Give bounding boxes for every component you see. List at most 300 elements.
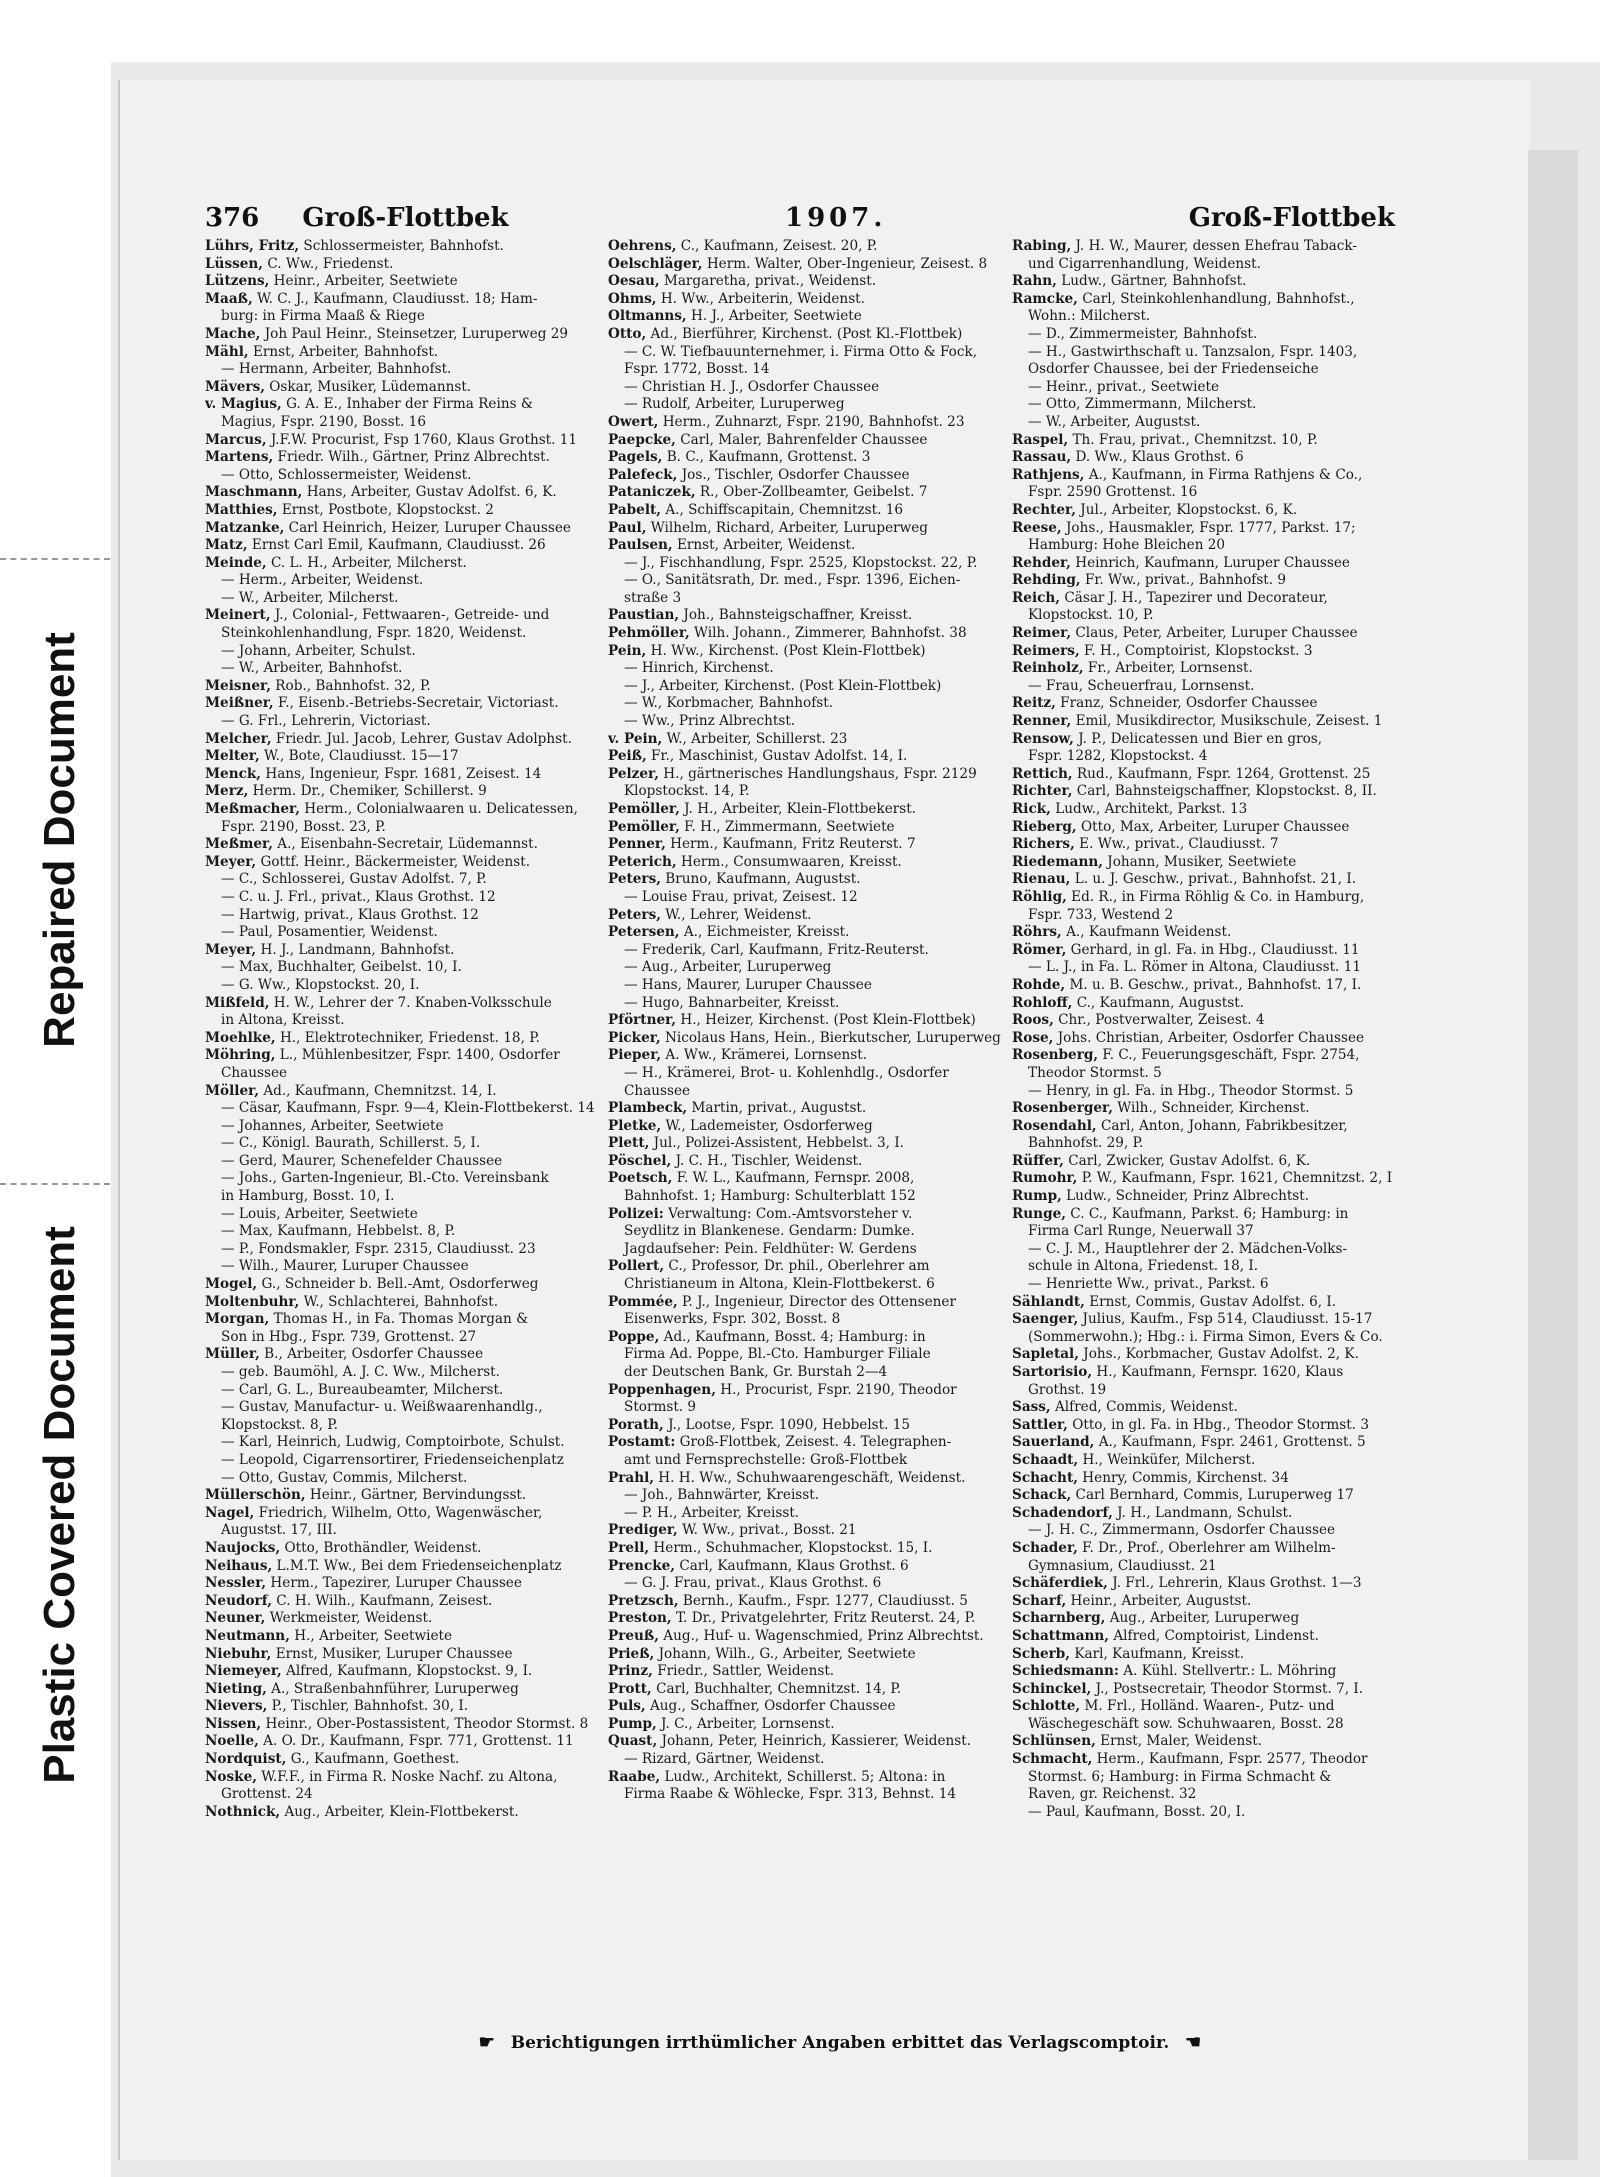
entry-details: — D., Zimmermeister, Bahnhofst. [1028, 325, 1258, 342]
directory-entry [1012, 520, 1397, 538]
entry-details: — Johann, Arbeiter, Schulst. [221, 642, 416, 659]
entry-details: — Gerd, Maurer, Schenefelder Chaussee [221, 1152, 503, 1169]
entry-surname: Petersen, [608, 924, 680, 941]
directory-entry [205, 748, 600, 766]
entry-details: Bernh., Kaufm., Fspr. 1277, Claudiusst. 5 [678, 1592, 968, 1609]
entry-details: burg: in Firma Maaß & Riege [221, 308, 425, 325]
entry-surname: Peterich, [608, 853, 677, 870]
entry-details: — W., Arbeiter, Milcherst. [221, 589, 399, 606]
entry-surname: Prell, [608, 1539, 650, 1556]
entry-surname: v. Pein, [608, 730, 663, 747]
directory-entry [205, 678, 600, 696]
directory-entry [1012, 995, 1397, 1013]
directory-entry [608, 256, 1003, 274]
directory-entry [205, 625, 600, 643]
directory-entry [1012, 1188, 1397, 1206]
entry-details: — Max, Kaufmann, Hebbelst. 8, P. [221, 1223, 456, 1240]
entry-details: Fspr. 1772, Bosst. 14 [624, 361, 770, 378]
directory-entry [1012, 678, 1397, 696]
directory-entry [608, 1558, 1003, 1576]
directory-entry [205, 1769, 600, 1787]
directory-entry [608, 1030, 1003, 1048]
directory-entry [205, 1487, 600, 1505]
directory-entry [205, 449, 600, 467]
entry-surname: Nothnick, [205, 1803, 281, 1820]
entry-details: — Karl, Heinrich, Ludwig, Comptoirbote, Schulst. [221, 1434, 565, 1451]
directory-entry [1012, 1118, 1397, 1136]
directory-entry [1012, 1258, 1397, 1276]
directory-entry [608, 643, 1003, 661]
entry-details: Ernst, Maler, Weidenst. [1095, 1733, 1262, 1750]
directory-entry [1012, 924, 1397, 942]
header-left-title: Groß-Flottbek [302, 203, 509, 233]
entry-details: Johs., Korbmacher, Gustav Adolfst. 2, K. [1078, 1346, 1359, 1363]
entry-details: Joh Paul Heinr., Steinsetzer, Luruperweg 29 [260, 325, 569, 342]
directory-entry [608, 484, 1003, 502]
directory-entry [1012, 1206, 1397, 1224]
directory-entry [1012, 1030, 1397, 1048]
entry-details: J., Colonial-, Fettwaaren-, Getreide- und [270, 607, 550, 624]
directory-entry [1012, 625, 1397, 643]
entry-surname: Pförtner, [608, 1012, 677, 1029]
entry-details: Schlossermeister, Bahnhofst. [299, 238, 504, 254]
directory-entry [1012, 1593, 1397, 1611]
directory-entry [205, 1294, 600, 1312]
entry-surname: Peiß, [608, 748, 647, 765]
directory-entry [608, 959, 1003, 977]
entry-surname: Schaadt, [1012, 1451, 1079, 1468]
entry-details: W.F.F., in Firma R. Noske Nachf. zu Altona, [256, 1768, 558, 1785]
directory-entry [205, 555, 600, 573]
entry-details: — Heinr., privat., Seetwiete [1028, 378, 1220, 395]
header-left [205, 203, 509, 233]
entry-surname: Pemöller, [608, 801, 680, 817]
pointing-hand-icon-right: ☛ [1185, 2032, 1202, 2053]
entry-surname: Nordquist, [205, 1751, 287, 1768]
entry-details: M. Frl., Holländ. Waaren-, Putz- und [1080, 1698, 1335, 1715]
entry-details: Stormst. 9 [624, 1399, 697, 1416]
directory-entry [205, 502, 600, 520]
entry-details: in Altona, Kreisst. [221, 1012, 345, 1029]
entry-surname: Pagels, [608, 449, 663, 466]
directory-entry [608, 326, 1003, 344]
entry-details: Hans, Ingenieur, Fspr. 1681, Zeisest. 14 [261, 765, 542, 782]
entry-details: H., Heizer, Kirchenst. (Post Klein-Flottbek) [676, 1012, 976, 1029]
entry-surname: Pump, [608, 1715, 657, 1732]
directory-entry [1012, 766, 1397, 784]
directory-entry [608, 1505, 1003, 1523]
entry-details: — J., Arbeiter, Kirchenst. (Post Klein-Flottbek) [624, 677, 942, 694]
entry-details: Ernst, Commis, Gustav Adolfst. 6, I. [1084, 1293, 1337, 1310]
directory-entry [608, 449, 1003, 467]
entry-details: — O., Sanitätsrath, Dr. med., Fspr. 1396, Eichen- [624, 572, 961, 589]
entry-details: — Gustav, Manufactur- u. Weißwaarenhandlg., [221, 1399, 543, 1416]
entry-details: Theodor Stormst. 5 [1028, 1064, 1162, 1081]
entry-surname: Renner, [1012, 713, 1072, 730]
entry-details: J.F.W. Procurist, Fsp 1760, Klaus Grothst. 11 [266, 431, 578, 448]
entry-details: Groß-Flottbek, Zeisest. 4. Telegraphen- [675, 1434, 952, 1451]
entry-details: — Herm., Arbeiter, Weidenst. [221, 572, 424, 589]
entry-surname: Martens, [205, 449, 274, 466]
entry-surname: Schäferdiek, [1012, 1575, 1108, 1592]
directory-entry [205, 766, 600, 784]
directory-entry [1012, 942, 1397, 960]
entry-details: J. Frl., Lehrerin, Klaus Grothst. 1—3 [1107, 1575, 1362, 1592]
entry-details: Herm. Dr., Chemiker, Schillerst. 9 [248, 783, 487, 800]
entry-surname: Rienau, [1012, 871, 1071, 888]
entry-details: A., Kaufmann, Fspr. 2461, Grottenst. 5 [1094, 1434, 1366, 1451]
directory-entry [205, 396, 600, 414]
directory-entry [608, 1663, 1003, 1681]
directory-entry [205, 1083, 600, 1101]
directory-entry [205, 467, 600, 485]
entry-details: F. Dr., Prof., Oberlehrer am Wilhelm- [1077, 1539, 1336, 1556]
entry-details: — G. J. Frau, privat., Klaus Grothst. 6 [624, 1575, 882, 1592]
directory-entry [1012, 1311, 1397, 1329]
directory-entry [205, 1663, 600, 1681]
entry-details: L., Mühlenbesitzer, Fspr. 1400, Osdorfer [275, 1047, 560, 1064]
entry-details: A., Eichmeister, Kreisst. [679, 924, 850, 941]
entry-surname: Noske, [205, 1768, 257, 1785]
entry-surname: Saenger, [1012, 1311, 1079, 1328]
entry-surname: Rettich, [1012, 765, 1073, 782]
entry-details: Wilhelm, Richard, Arbeiter, Luruperweg [646, 519, 929, 536]
entry-surname: Sählandt, [1012, 1293, 1085, 1310]
entry-details: — Otto, Schlossermeister, Weidenst. [221, 466, 472, 483]
entry-details: H. J., Landmann, Bahnhofst. [256, 941, 455, 958]
entry-surname: Peters, [608, 871, 661, 888]
entry-surname: Picker, [608, 1029, 661, 1046]
directory-entry [1012, 1135, 1397, 1153]
entry-surname: Schlünsen, [1012, 1733, 1096, 1750]
entry-details: W. Ww., privat., Bosst. 21 [677, 1522, 857, 1539]
entry-surname: Palefeck, [608, 466, 678, 483]
entry-details: — Henriette Ww., privat., Parkst. 6 [1028, 1276, 1269, 1293]
directory-entry [608, 1786, 1003, 1804]
directory-entry [205, 1681, 600, 1699]
entry-details: Heinrich, Kaufmann, Luruper Chaussee [1070, 554, 1350, 571]
entry-details: Carl, Bahnsteigschaffner, Klopstockst. 8, II. [1072, 783, 1377, 800]
directory-entry [608, 1452, 1003, 1470]
entry-details: amt und Fernsprechstelle: Groß-Flottbek [624, 1451, 908, 1468]
entry-details: Jos., Tischler, Osdorfer Chaussee [677, 466, 910, 483]
entry-surname: Meßmacher, [205, 801, 300, 817]
entry-surname: Römer, [1012, 941, 1067, 958]
entry-surname: Rose, [1012, 1029, 1054, 1046]
directory-entry [608, 344, 1003, 362]
entry-surname: Mißfeld, [205, 994, 270, 1011]
directory-entry [1012, 660, 1397, 678]
entry-details: Aug., Schaffner, Osdorfer Chaussee [645, 1698, 896, 1715]
directory-entry [1012, 273, 1397, 291]
entry-surname: Möller, [205, 1082, 259, 1099]
entry-details: C. Ww., Friedenst. [263, 255, 394, 272]
entry-details: J. C., Arbeiter, Lornsenst. [656, 1715, 835, 1732]
directory-entry [1012, 1628, 1397, 1646]
directory-entry [1012, 959, 1397, 977]
directory-entry [608, 1769, 1003, 1787]
entry-surname: Schadendorf, [1012, 1504, 1113, 1521]
directory-entry [1012, 1047, 1397, 1065]
entry-details: Jul., Arbeiter, Klopstockst. 6, K. [1075, 501, 1298, 518]
entry-surname: Rehding, [1012, 572, 1081, 589]
directory-entry [205, 1065, 600, 1083]
entry-details: Fspr. 2590 Grottenst. 16 [1028, 484, 1198, 501]
entry-surname: Moehlke, [205, 1029, 276, 1046]
entry-surname: Preuß, [608, 1627, 659, 1644]
entry-details: und Cigarrenhandlung, Weidenst. [1028, 255, 1261, 272]
entry-details: A. Ww., Krämerei, Lornsenst. [661, 1047, 868, 1064]
directory-entry [205, 273, 600, 291]
entry-surname: Meyer, [205, 941, 257, 958]
entry-details: Karl, Kaufmann, Kreisst. [1070, 1645, 1245, 1662]
directory-entry [608, 414, 1003, 432]
directory-entry [205, 1382, 600, 1400]
directory-entry [608, 379, 1003, 397]
entry-surname: Ramcke, [1012, 290, 1078, 307]
entry-surname: Niemeyer, [205, 1663, 282, 1680]
entry-details: F. H., Zimmermann, Seetwiete [679, 818, 895, 835]
entry-details: Heinr., Arbeiter, Augustst. [1066, 1592, 1252, 1609]
directory-entry [608, 1522, 1003, 1540]
entry-details: Klopstockst. 14, P. [624, 783, 750, 800]
directory-entry [608, 731, 1003, 749]
directory-entry [608, 361, 1003, 379]
entry-details: Jagdaufseher: Pein. Feldhüter: W. Gerdens [624, 1240, 917, 1257]
directory-entry [1012, 1153, 1397, 1171]
entry-details: C. C., Kaufmann, Parkst. 6; Hamburg: in [1065, 1205, 1349, 1222]
directory-entry [1012, 1452, 1397, 1470]
entry-details: Friedr., Sattler, Weidenst. [652, 1663, 835, 1680]
entry-surname: Scharf, [1012, 1592, 1067, 1609]
entry-details: G., Schneider b. Bell.-Amt, Osdorferweg [257, 1276, 539, 1293]
directory-entry [1012, 1681, 1397, 1699]
entry-surname: Pabelt, [608, 501, 661, 518]
entry-surname: Richers, [1012, 836, 1075, 853]
entry-details: A., Schiffscapitain, Chemnitzst. 16 [661, 501, 904, 518]
entry-details: H., Elektrotechniker, Friedenst. 18, P. [275, 1029, 540, 1046]
entry-details: Alfred, Comptoirist, Lindenst. [1109, 1627, 1319, 1644]
entry-surname: Meßmer, [205, 836, 273, 853]
directory-entry [1012, 572, 1397, 590]
entry-details: Firma Carl Runge, Neuerwall 37 [1028, 1223, 1254, 1240]
entry-surname: Rassau, [1012, 449, 1072, 466]
entry-details: Jul., Polizei-Assistent, Hebbelst. 3, I. [649, 1135, 905, 1152]
directory-entry [205, 1804, 600, 1822]
directory-entry [1012, 449, 1397, 467]
entry-details: Stormst. 6; Hamburg: in Firma Schmacht & [1028, 1768, 1332, 1785]
entry-details: F. C., Feuerungsgeschäft, Fspr. 2754, [1098, 1047, 1360, 1064]
entry-details: Johs., Hausmakler, Fspr. 1777, Parkst. 17; [1061, 519, 1356, 536]
entry-details: H. J., Arbeiter, Seetwiete [686, 308, 862, 325]
entry-details: D. Ww., Klaus Grothst. 6 [1071, 449, 1244, 466]
entry-details: — C., Königl. Baurath, Schillerst. 5, I. [221, 1135, 481, 1152]
entry-details: (Sommerwohn.); Hbg.: i. Firma Simon, Evers & Co. [1028, 1328, 1383, 1345]
entry-surname: Oelschläger, [608, 255, 703, 272]
entry-details: Otto, in gl. Fa. in Hbg., Theodor Stormst. 3 [1067, 1416, 1369, 1433]
directory-entry [205, 1118, 600, 1136]
entry-details: P., Tischler, Bahnhofst. 30, I. [267, 1698, 469, 1715]
entry-surname: Neihaus, [205, 1557, 273, 1574]
entry-surname: Reitz, [1012, 695, 1056, 712]
entry-surname: Rechter, [1012, 501, 1076, 518]
entry-details: Alfred, Commis, Weidenst. [1050, 1399, 1238, 1416]
repaired-document-label [0, 560, 120, 1120]
entry-details: Johann, Wilh., G., Arbeiter, Seetwiete [654, 1645, 916, 1662]
entry-details: — Carl, G. L., Bureaubeamter, Milcherst. [221, 1381, 504, 1398]
entry-details: Raven, gr. Reichenst. 32 [1028, 1786, 1197, 1803]
entry-details: T. Dr., Privatgelehrter, Fritz Reuterst. 24, P. [671, 1610, 976, 1627]
entry-surname: Mähl, [205, 343, 249, 360]
footer-notice: Berichtigungen irrthümlicher Angaben erbittet das Verlagscomptoir. [510, 2033, 1170, 2053]
directory-entry [205, 607, 600, 625]
entry-details: J. C. H., Tischler, Weidenst. [671, 1152, 863, 1169]
entry-details: Augustst. 17, III. [221, 1522, 337, 1539]
entry-details: Christianeum in Altona, Klein-Flottbekerst. 6 [624, 1276, 935, 1293]
directory-entry [608, 607, 1003, 625]
directory-entry [205, 942, 600, 960]
directory-entry [205, 907, 600, 925]
directory-entry [205, 1558, 600, 1576]
directory-entry [608, 1135, 1003, 1153]
entry-surname: Prahl, [608, 1469, 654, 1486]
entry-details: — P. H., Arbeiter, Kreisst. [624, 1504, 800, 1521]
directory-entry [205, 1628, 600, 1646]
entry-surname: Pemöller, [608, 818, 680, 835]
directory-entry [608, 291, 1003, 309]
entry-details: — Johs., Garten-Ingenieur, Bl.-Cto. Vereinsbank [221, 1170, 549, 1187]
directory-entry [205, 1470, 600, 1488]
directory-entry [1012, 889, 1397, 907]
entry-surname: Nievers, [205, 1698, 268, 1715]
directory-entry [205, 1153, 600, 1171]
entry-surname: Rabing, [1012, 238, 1072, 254]
entry-surname: Peters, [608, 906, 661, 923]
entry-surname: Matthies, [205, 501, 278, 518]
directory-entry [608, 572, 1003, 590]
entry-surname: Meinert, [205, 607, 271, 624]
entry-details: A., Straßenbahnführer, Luruperweg [266, 1680, 519, 1697]
entry-details: Herm., Consumwaaren, Kreisst. [676, 853, 902, 870]
directory-entry [205, 1170, 600, 1188]
entry-details: Herm., Schuhmacher, Klopstockst. 15, I. [649, 1539, 933, 1556]
directory-entry [608, 1716, 1003, 1734]
directory-entry [608, 1698, 1003, 1716]
directory-entry [205, 1206, 600, 1224]
plastic-covered-document-text: Plastic Covered Document [35, 1226, 84, 1784]
entry-surname: Rensow, [1012, 730, 1074, 747]
entry-details: Johs. Christian, Arbeiter, Osdorfer Chaussee [1053, 1029, 1365, 1046]
directory-entry [608, 432, 1003, 450]
entry-surname: Nessler, [205, 1575, 267, 1592]
entry-details: Ludw., Architekt, Parkst. 13 [1050, 801, 1248, 817]
entry-surname: Mogel, [205, 1276, 258, 1293]
entry-details: B., Arbeiter, Osdorfer Chaussee [259, 1346, 484, 1363]
entry-surname: Sauerland, [1012, 1434, 1095, 1451]
entry-surname: Merz, [205, 783, 249, 800]
entry-details: Gerhard, in gl. Fa. in Hbg., Claudiusst. 11 [1066, 941, 1360, 958]
directory-entry [205, 414, 600, 432]
entry-surname: Neuner, [205, 1610, 266, 1627]
directory-entry [608, 713, 1003, 731]
entry-surname: Moltenbuhr, [205, 1293, 300, 1310]
directory-entry [205, 1047, 600, 1065]
directory-entry [205, 924, 600, 942]
entry-details: Johann, Musiker, Seetwiete [1102, 853, 1297, 870]
directory-entry [205, 484, 600, 502]
entry-details: J., Postsecretair, Theodor Stormst. 7, I. [1091, 1680, 1364, 1697]
entry-details: — Hermann, Arbeiter, Bahnhofst. [221, 361, 452, 378]
directory-entry [608, 1276, 1003, 1294]
directory-entry [205, 695, 600, 713]
entry-details: — Otto, Zimmermann, Milcherst. [1028, 396, 1257, 413]
entry-surname: Richter, [1012, 783, 1073, 800]
directory-entry [1012, 1065, 1397, 1083]
directory-entry [205, 995, 600, 1013]
entry-details: Martin, privat., Augustst. [687, 1100, 867, 1117]
entry-surname: Raabe, [608, 1768, 661, 1785]
directory-entry [205, 1417, 600, 1435]
entry-surname: Penner, [608, 836, 666, 853]
directory-entry [608, 1012, 1003, 1030]
entry-details: L. u. J. Geschw., privat., Bahnhofst. 21, I. [1070, 871, 1357, 888]
directory-entry [608, 273, 1003, 291]
directory-entry [1012, 1294, 1397, 1312]
entry-surname: Röhrs, [1012, 924, 1062, 941]
entry-surname: Meisner, [205, 677, 271, 694]
entry-details: Carl, Steinkohlenhandlung, Bahnhofst., [1077, 290, 1355, 307]
entry-surname: Rick, [1012, 801, 1051, 817]
entry-surname: Paustian, [608, 607, 680, 624]
directory-entry [205, 783, 600, 801]
directory-entry [205, 1646, 600, 1664]
entry-details: Heinr., Gärtner, Bervindungsst. [305, 1487, 527, 1504]
entry-details: schule in Altona, Friedenst. 18, I. [1028, 1258, 1259, 1275]
entry-details: — J., Fischhandlung, Fspr. 2525, Klopstockst. 22, P. [624, 554, 978, 571]
entry-details: P. J., Ingenieur, Director des Ottensener [677, 1293, 956, 1310]
directory-entry [608, 1575, 1003, 1593]
directory-entry [608, 977, 1003, 995]
entry-surname: Röhlig, [1012, 888, 1067, 905]
entry-details: Carl Heinrich, Heizer, Luruper Chaussee [284, 519, 571, 536]
entry-details: — Joh., Bahnwärter, Kreisst. [624, 1487, 820, 1504]
directory-entry [205, 959, 600, 977]
entry-surname: Reimer, [1012, 625, 1072, 642]
directory-entry [608, 924, 1003, 942]
entry-details: — C. W. Tiefbauunternehmer, i. Firma Otto & Fock, [624, 343, 978, 360]
directory-entry [608, 1223, 1003, 1241]
directory-entry [205, 801, 600, 819]
entry-details: — Wilh., Maurer, Luruper Chaussee [221, 1258, 469, 1275]
directory-entry [608, 907, 1003, 925]
entry-details: Margaretha, privat., Weidenst. [659, 273, 877, 290]
directory-entry [1012, 414, 1397, 432]
entry-details: B. C., Kaufmann, Grottenst. 3 [662, 449, 871, 466]
directory-entry [1012, 1434, 1397, 1452]
directory-entry [1012, 1505, 1397, 1523]
entry-surname: Maaß, [205, 290, 253, 307]
entry-surname: Lützens, [205, 273, 270, 290]
entry-details: Ludw., Architekt, Schillerst. 5; Altona: in [660, 1768, 946, 1785]
directory-entry [1012, 607, 1397, 625]
entry-surname: Rosenberger, [1012, 1100, 1113, 1117]
entry-surname: Mävers, [205, 378, 265, 395]
entry-details: Otto, Brothändler, Weidenst. [280, 1539, 482, 1556]
directory-entry [205, 889, 600, 907]
entry-details: F. H., Comptoirist, Klopstockst. 3 [1079, 642, 1313, 659]
directory-entry [1012, 1769, 1397, 1787]
directory-entry [205, 1593, 600, 1611]
